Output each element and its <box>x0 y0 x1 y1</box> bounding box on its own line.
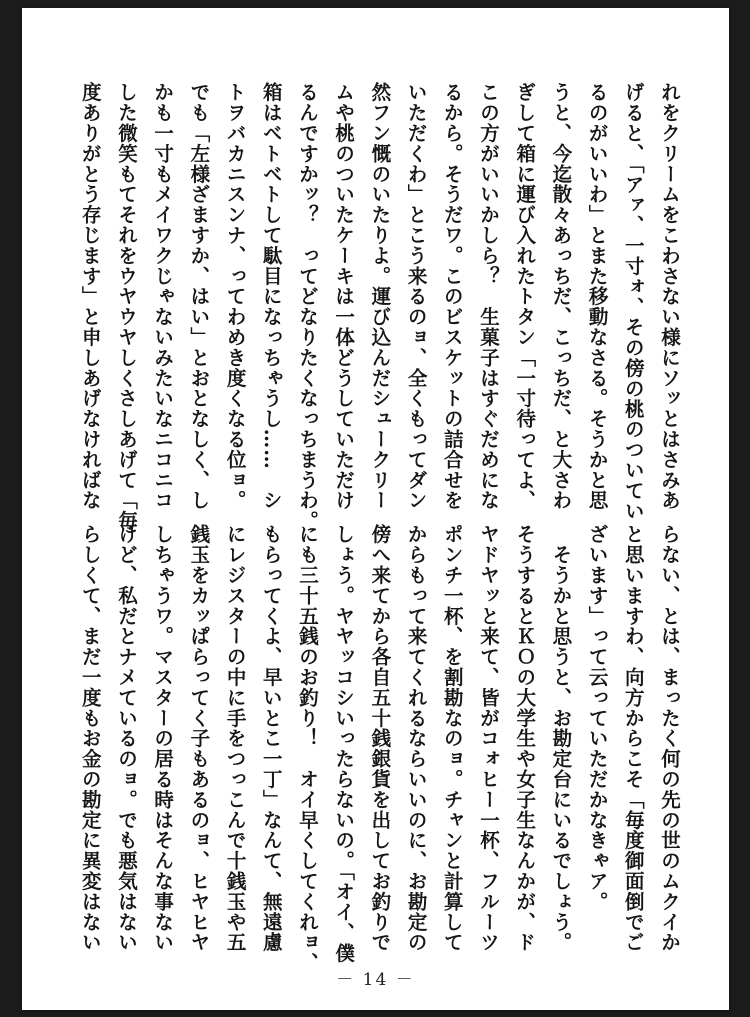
text-line: しょう。ヤヤッコシいったらないの。「オイ、僕 <box>332 524 356 964</box>
text-line: と思いますわ、向方からこそ「毎度御面倒でご <box>621 524 645 953</box>
text-line: ムや桃のついたケーキは一体どうしていただけ <box>332 82 356 511</box>
text-line: 箱はベトベトして駄目になっちゃうし…… シ <box>259 82 283 511</box>
text-line: 銭玉をカッぱらってく子もあるのョ、ヒヤヒヤ <box>187 524 211 953</box>
text-line: れをクリームをこわさない様にソッとはさみあ <box>658 82 681 511</box>
text-line: るから。そうだワ。このビスケットの詰合せを <box>440 82 464 511</box>
text-line: 傍へ来てから各自五十銭銀貨を出してお釣りで <box>368 524 392 953</box>
text-line: うと、今迄散々あっちだ、こっちだ、と大さわ <box>549 82 573 511</box>
text-line: でも「左様ざますか、はい」とおとなしく、し <box>187 82 211 511</box>
text-line: した微笑もてそれをウヤウヤしくさしあげて「毎 <box>114 82 138 531</box>
text-line: にレジスターの中に手をつっこんで十銭玉や五 <box>223 524 247 953</box>
page-number: － 14 － <box>336 970 415 990</box>
text-line: もらってくよ、早いとこ一丁」なんて、無遠慮 <box>259 524 283 953</box>
text-line: かも一寸もメイワクじゃないみたいなニコニコ <box>151 82 175 511</box>
text-line: けど、私だとナメているのョ。でも悪気はない <box>114 524 138 953</box>
text-line: 度ありがとう存じます」と申しあげなければな <box>78 82 102 511</box>
text-line: ポンチ一杯、を割勘なのョ。チャンと計算して <box>440 524 464 953</box>
text-line: げると、「アァ、一寸ォ、その傍の桃のついてい <box>621 82 645 522</box>
text-line: からもって来てくれるならいいのに、お勘定の <box>404 524 428 953</box>
text-line: ざいます」って云っていただかなきゃア。 <box>585 524 609 912</box>
book-page <box>22 8 729 1010</box>
text-line: トヲバカニスンナ、ってわめき度くなる位ョ。 <box>223 82 247 511</box>
upper-text-block <box>78 82 687 531</box>
text-line: 然フン慨のいたりよ。運び込んだシュークリー <box>368 82 392 511</box>
text-line: らない、とは、まったく何の先の世のムクイか <box>658 524 681 953</box>
text-line: にも三十五銭のお釣り！ オイ早くしてくれョ、 <box>295 524 319 973</box>
text-line: いただくわ」とこう来るのョ、全くもってダン <box>404 82 428 511</box>
text-line: らしくて、まだ一度もお金の勘定に異変はない <box>78 524 102 953</box>
text-line: るのがいいわ」とまた移動なさる。そうかと思 <box>585 82 609 511</box>
text-line: そうするとＫＯの大学生や女子生なんかが、ド <box>513 524 537 953</box>
text-line: そうかと思うと、お勘定台にいるでしょう。 <box>549 524 573 953</box>
lower-text-block <box>78 524 687 973</box>
text-line: るんですかッ？ ってどなりたくなっちまうわ。 <box>295 82 319 531</box>
text-line: しちゃうワ。マスターの居る時はそんな事ない <box>151 524 175 953</box>
text-line: ヤドヤッと来て、皆がコォヒー一杯、フルーツ <box>476 524 500 953</box>
text-line: ぎして箱に運び入れたトタン「一寸待ってよ、 <box>513 82 537 511</box>
text-line: この方がいいかしら？ 生菓子はすぐだめにな <box>476 82 500 511</box>
